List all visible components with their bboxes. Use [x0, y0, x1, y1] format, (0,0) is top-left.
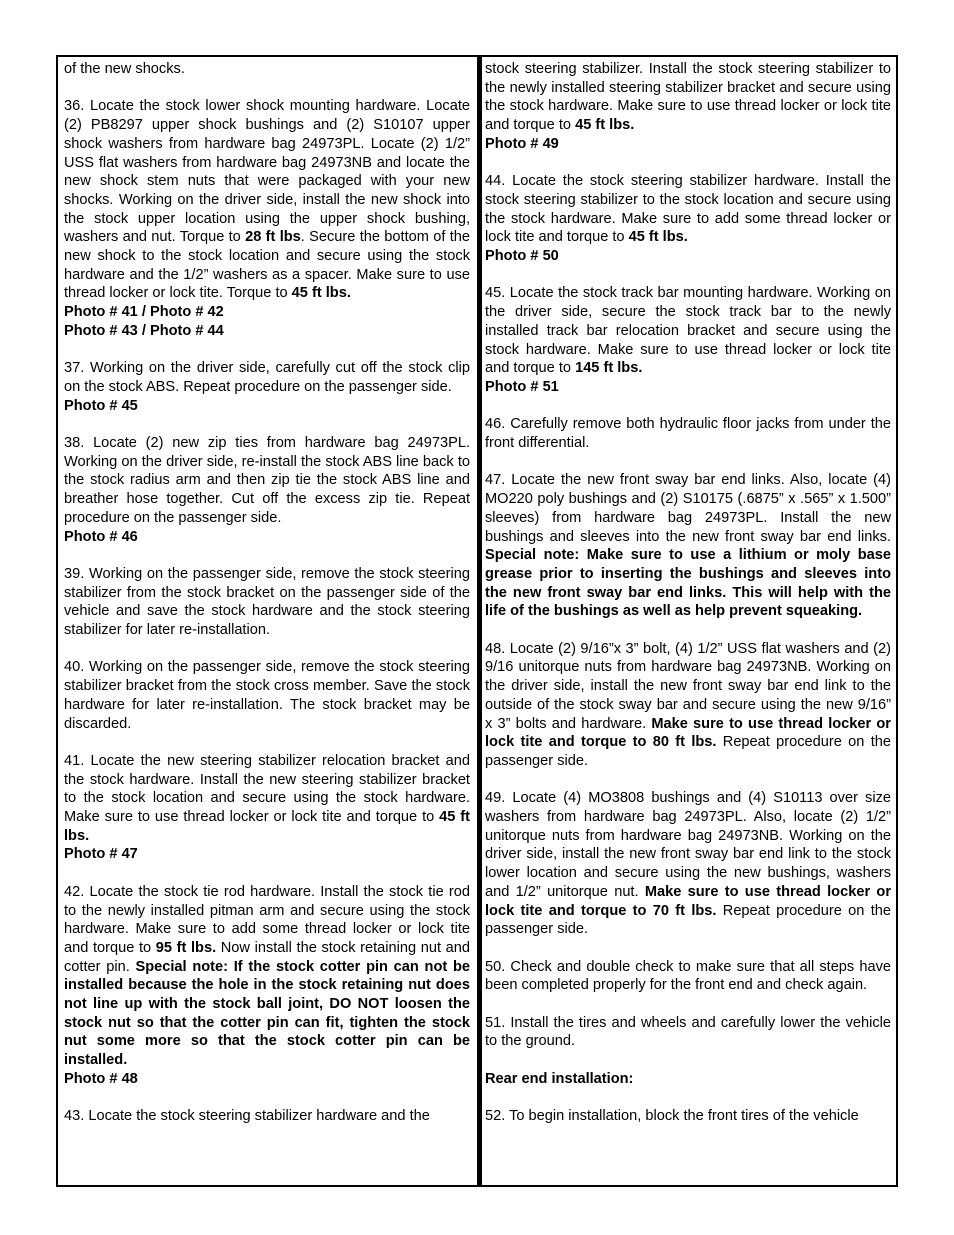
- step-37: 37. Working on the driver side, carefully cut off the stock clip on the stock ABS. Repeat procedure on the passenger side.: [64, 360, 470, 395]
- step-42: 42. Locate the stock tie rod hardware. Install the stock tie rod to the newly installed pitman arm and secure using the stock hardware. Make sure to add some thread locker or lock tite and torque to 95 ft lbs. Now install the stock retaining nut and cotter pin. Special note: If the stock cotter pin can not be installed because the hole in the stock retaining nut does not line up with the stock ball joint, DO NOT loosen the stock nut so that the cotter pin can fit, tighten the stock nut some more so that the stock cotter pin can be installed.: [64, 883, 470, 1069]
- photo-ref-49: Photo # 49: [485, 135, 559, 152]
- step-39: 39. Working on the passenger side, remove the stock steering stabilizer from the stock bracket on the passenger side of the vehicle and save the stock hardware and the stock steering stabilizer for later re-installation.: [64, 565, 470, 639]
- step-52: 52. To begin installation, block the front tires of the vehicle: [485, 1108, 859, 1125]
- step-46: 46. Carefully remove both hydraulic floor jacks from under the front differential.: [485, 416, 891, 452]
- step-43: 43. Locate the stock steering stabilizer hardware and the: [64, 1108, 430, 1125]
- photo-ref-46: Photo # 46: [64, 528, 138, 545]
- photo-ref-45: Photo # 45: [64, 397, 138, 414]
- step-47: 47. Locate the new front sway bar end links. Also, locate (4) MO220 poly bushings and (2) S10175 (.6875” x .565” x 1.500” sleeves) from hardware bag 24973PL. Install the new bushings and sleeves into the new front sway bar end links. Special note: Make sure to use a lithium or moly base grease prior to inserting the bushings and sleeves into the new front sway bar end links. This will help with the life of the bushings as well as help prevent squeaking.: [485, 472, 891, 620]
- step-43-continuation: stock steering stabilizer. Install the stock steering stabilizer to the newly installed steering stabilizer bracket and secure using the stock hardware. Make sure to use thread locker or lock tite and torque to 45 ft lbs.: [485, 61, 891, 134]
- photo-ref-43-44: Photo # 43 / Photo # 44: [64, 322, 224, 339]
- step-40: 40. Working on the passenger side, remove the stock steering stabilizer bracket from the stock cross member. Save the stock hardware for later re-installation. The stock bracket may be discarded.: [64, 659, 470, 732]
- photo-ref-47: Photo # 47: [64, 846, 138, 863]
- column-divider: [477, 57, 482, 1185]
- step-36: 36. Locate the stock lower shock mounting hardware. Locate (2) PB8297 upper shock bushings and (2) S10107 upper shock washers from hardware bag 24973PL. Locate (2) 1/2” USS flat washers from hardware bag 24973NB and locate the new shock stem nuts that were packaged with your new shocks. Working on the driver side, install the new shock into the stock upper location using the upper shock bushing, washers and nut. Torque to 28 ft lbs. Secure the bottom of the new shock to the stock location and secure using the stock hardware and the 1/2” washers as a spacer. Make sure to use thread locker or lock tite. Torque to 45 ft lbs.: [64, 98, 471, 302]
- step-35-continuation: of the new shocks.: [64, 61, 185, 77]
- step-41: 41. Locate the new steering stabilizer relocation bracket and the stock hardware. Install the new steering stabilizer bracket to the stock location and secure using the stock hardware. Make sure to use thread locker or lock tite and torque to 45 ft lbs.: [64, 752, 470, 844]
- left-column: [64, 60, 470, 1126]
- step-45: 45. Locate the stock track bar mounting hardware. Working on the driver side, secure the stock track bar to the newly installed track bar relocation bracket and secure using the stock hardware. Make sure to use thread locker or lock tite and torque to 145 ft lbs.: [485, 285, 891, 377]
- rear-end-heading: Rear end installation:: [485, 1070, 634, 1087]
- right-column: [485, 60, 891, 1126]
- step-48: 48. Locate (2) 9/16”x 3” bolt, (4) 1/2” USS flat washers and (2) 9/16 unitorque nuts from hardware bag 24973NB. Working on the driver side, install the new front sway bar end link to the outside of the stock sway bar and secure using the new 9/16” x 3” bolts and hardware. Make sure to use thread locker or lock tite and torque to 80 ft lbs. Repeat procedure on the passenger side.: [485, 640, 891, 769]
- photo-ref-48: Photo # 48: [64, 1070, 138, 1087]
- step-44: 44. Locate the stock steering stabilizer hardware. Install the stock steering stabilizer to the stock location and secure using the stock hardware. Make sure to add some thread locker or lock tite and torque to 45 ft lbs.: [485, 173, 891, 246]
- step-50: 50. Check and double check to make sure that all steps have been completed properly for the front end and check again.: [485, 958, 891, 994]
- photo-ref-51: Photo # 51: [485, 378, 559, 395]
- photo-ref-50: Photo # 50: [485, 248, 559, 265]
- step-51: 51. Install the tires and wheels and carefully lower the vehicle to the ground.: [485, 1014, 891, 1050]
- photo-ref-41-42: Photo # 41 / Photo # 42: [64, 304, 224, 321]
- step-38: 38. Locate (2) new zip ties from hardware bag 24973PL. Working on the driver side, re-install the stock ABS line back to the stock radius arm and then zip tie the stock ABS line and breather hose together. Cut off the excess zip tie. Repeat procedure on the passenger side.: [64, 435, 470, 526]
- document-frame: [56, 55, 898, 1187]
- step-49: 49. Locate (4) MO3808 bushings and (4) S10113 over size washers from hardware bag 24973PL. Also, locate (2) 1/2” unitorque nuts from hardware bag 24973NB. Working on the driver side, install the new front sway bar end link to the stock lower location and secure using the new bushings, washers and 1/2” unitorque nut. Make sure to use thread locker or lock tite and torque to 70 ft lbs. Repeat procedure on the passenger side.: [485, 790, 891, 938]
